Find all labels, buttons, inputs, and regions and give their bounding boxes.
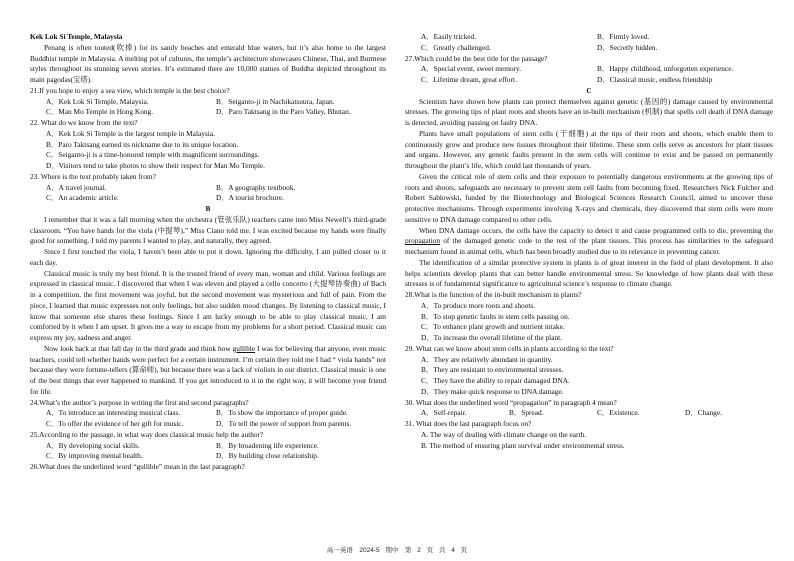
text-segment: of the damaged genetic code to the rest of the plant tissues. This process has similarities to the safeguard mechanism found in animal cells, which has been broadly studied due to its relevance in preventing cancer. <box>405 236 773 256</box>
option-a: A．Special event, sweet memory. <box>421 64 522 74</box>
question-25: 25.According to the passage, in what way does classical music help the author? <box>30 429 264 439</box>
option-d: D．To tell the power of support from parents. <box>216 419 352 428</box>
option-c: C．They have the ability to repair damaged DNA. <box>421 376 570 385</box>
question-29: 29. What can we know about stem cells in plants according to the text? <box>405 343 614 353</box>
passage-a-paragraph: Penang is often touted(吹捧) for its sandy beaches and emerald blue waters, but it’s also home to the largest Buddhist temple in Malaysia. A melting pot of cultures, the temple’s architecture showcases Chinese, Thai, and Burmese styles throughout its stunning seven stories. It’s estimated there are 10,000 statues of Buddha depicted throughout its main pagodas(宝塔). <box>30 42 386 84</box>
question-21-options <box>30 97 386 119</box>
passage-a-title: Kek Lok Si Temple, Malaysia <box>30 32 123 41</box>
option-c: C．To offer the evidence of her gift for music. <box>46 419 184 428</box>
option-c: C．An academic article. <box>46 193 119 203</box>
right-column <box>405 32 773 451</box>
question-27-options <box>405 64 773 86</box>
left-column <box>30 32 386 473</box>
option-a: A．To introduce an interesting musical class. <box>46 408 181 418</box>
option-b: B. The method of ensuring plant survival under environmental stress. <box>421 440 625 450</box>
passage-b-paragraph-1: I remember that it was a fall morning when the orchestra (管弦乐队) teachers came into Miss Newell’s third-grade classroom. “You have hands for the viola (中提琴),” Miss Ciano told me. I was excited because my hands were finally good for something. I told my parents I wanted to play, and naturally, they agreed. <box>30 214 386 246</box>
question-25-options <box>30 441 386 463</box>
question-31: 31. What does the last paragraph focus on? <box>405 419 532 428</box>
passage-c-paragraph-3: Given the critical role of stem cells and their exposure to potentially dangerous environments at the growing tips of roots and shoots, safeguards are necessary to prevent stem cell faults from becoming fixed. Researchers Nick Fulcher and Robert Sablowski, funded by the Biotechnology and Biological Sciences Research Council, aimed to uncover these protective mechanisms. Through experiments involving X-rays and chemicals, they discovered that stem cells were more sensitive to DNA damage compared to other cells. <box>405 171 773 224</box>
option-b: B．They are resistant to environmental stresses. <box>421 365 564 375</box>
passage-c-paragraph-1: Scientists have shown how plants can protect themselves against genetic (基因的) damage caused by environmental stresses. The growing tips of plant roots and shoots have an in-built mechanism (机制) that spells cell death if DNA damage is detected, avoiding passing on faulty DNA. <box>405 96 773 127</box>
option-d: D．Change. <box>685 408 722 418</box>
option-c: C．Seiganto-ji is a time-honored temple with magnificent surroundings. <box>46 150 260 160</box>
question-29-options <box>405 355 773 398</box>
question-23-options <box>30 183 386 205</box>
option-c: C．By improving mental health. <box>46 451 143 461</box>
option-d: D．Paro Taktsang in the Paro Valley, Bhutan. <box>216 107 351 117</box>
underlined-word-propagation: propagation <box>405 236 441 246</box>
option-c: C．Man Mo Temple in Hong Kong. <box>46 107 154 117</box>
option-a: A．To produce more roots and shoots. <box>421 300 536 310</box>
question-31-options <box>405 430 773 452</box>
question-26-options <box>405 32 773 54</box>
text-segment: Now look back at that fall day in the third grade and think how <box>43 343 233 353</box>
question-22-options <box>30 129 386 172</box>
question-30: 30. What does the underlined word “propagation” in paragraph 4 mean? <box>405 397 617 407</box>
passage-c-paragraph-5: The identification of a similar protective system in plants is of great interest in the field of plant development. It also helps scientists develop plants that can better handle environmental stress. So knowledge of how plants deal with these stresses is of fundamental significance to agricultural science’s response to climate change. <box>405 257 773 289</box>
question-30-options <box>405 408 773 419</box>
question-26: 26.What does the underlined word “gullible” mean in the last paragraph? <box>30 462 245 471</box>
option-a: A. The way of dealing with climate change on the earth. <box>421 429 587 439</box>
question-28-options <box>405 301 773 344</box>
option-a: A．Kek Lok Si Temple, Malaysia. <box>46 96 149 106</box>
option-c: C．To enhance plant growth and nutrient intake. <box>421 322 565 332</box>
option-c: C．Existence. <box>597 408 640 418</box>
option-d: D．They make quick response to DNA damage. <box>421 386 564 396</box>
question-21: 21.If you hope to enjoy a sea view, which temple is the best choice? <box>30 85 230 95</box>
option-d: D．A tourist brochure. <box>216 193 284 203</box>
passage-b-paragraph-2: Since I first touched the viola, I haven’t been able to put it down. Ignoring the difficulty, I am pulled closer to it each day. <box>30 247 386 267</box>
option-b: B．Paro Taktsang earned its nickname due to its unique location. <box>46 139 239 149</box>
option-a: A．Self-repair. <box>421 408 467 418</box>
option-d: D．Classical music, endless friendship <box>597 75 713 84</box>
option-a: A．A travel journal. <box>46 182 107 192</box>
option-b: B．Happy childhood, unforgotten experience. <box>597 64 734 74</box>
option-c: C．Lifetime dream, great effort. <box>421 75 517 84</box>
option-d: D．By building close relationship. <box>216 451 319 461</box>
question-28: 28.What is the function of the in-built mechanism in plants? <box>405 290 582 299</box>
passage-b-label: B <box>205 204 211 213</box>
question-23: 23. Where is the text probably taken from? <box>30 171 156 181</box>
option-b: B．A geography textbook. <box>216 182 296 192</box>
passage-c-paragraph-4 <box>405 226 773 258</box>
question-24-options <box>30 408 386 430</box>
question-24: 24.What’s the author’s purpose in writing the first and second paragraphs? <box>30 397 249 407</box>
option-d: D．To increase the overall lifetime of the plant. <box>421 333 563 342</box>
option-a: A．Easily tricked. <box>421 32 477 41</box>
page-footer: 高一英语 2024-5 期中 第 2 页 共 4 页 <box>326 547 468 554</box>
passage-b-paragraph-3: Classical music is truly my best friend. It is the trusted friend of every man, woman and child. Various feelings are expressed in classical music. I discovered that when I was eleven and played a cello concerto (大提琴协奏曲) of Bach in a competition, the first movement was joyful, but the second movement was mysterious and full of pain. From the piece, I learned that music expresses not only feelings, but also sudden mood changes. By listening to classical music, I know that someone else shares these feelings. Since I am lucky enough to be able to play classical music, I am comforted by it when I am upset. It gives me a way to escape from my problems for a short period. Classical music can express my joy, sadness and anger. <box>30 268 386 342</box>
option-d: D．Visitors tend to take photos to show their respect for Man Mo Temple. <box>46 161 265 170</box>
text-segment: When DNA damage occurs, the cells have the capacity to detect it and cause programmed cells to die, preventing the <box>418 225 773 235</box>
option-d: D．Secretly hidden. <box>597 42 658 52</box>
option-b: B．Seiganto-ji in Nachikatsuura, Japan. <box>216 96 335 106</box>
option-a: A．Kek Lok Si Temple is the largest temple in Malaysia. <box>46 128 215 138</box>
option-b: B．By broadening life experience. <box>216 440 319 450</box>
option-a: A．They are relatively abundant in quantity. <box>421 354 553 364</box>
question-27: 27.Which could be the best title for the passage? <box>405 53 548 63</box>
option-c: C．Greatly challenged. <box>421 42 491 52</box>
underlined-word-gullible: gullible <box>232 343 256 353</box>
passage-b-paragraph-4 <box>30 344 386 398</box>
option-b: B．To stop genetic faults in stem cells passing on. <box>421 311 570 321</box>
text-segment: I was for believing that anyone, even music teachers, could tell whether hands were perfect for a certain instrument. I’m certain they told me I had “ viola hands” not because they were fortune-tellers (算命师), but because there was a lack of violists in our district. Classical music is one of the best things that ever happened to mankind. If you get introduced to it in the right way, it will become your friend for life. <box>30 343 387 396</box>
option-b: B．Firmly loved. <box>597 32 650 41</box>
passage-c-paragraph-2: Plants have small populations of stem cells (干细胞) at the tips of their roots and shoots, which enable them to continuously grow and produce new tissues throughout their lifetime. These stem cells serve as ancestors for plant tissues and organs. However, any genetic faults present in the stem cells will continue to exist and be passed on permanently throughout the plant’s life, which could last thousands of years. <box>405 128 773 170</box>
option-b: B．Spread. <box>509 408 544 418</box>
option-a: A．By developing social skills. <box>46 440 140 450</box>
passage-c-label: C <box>586 85 592 95</box>
question-22: 22. What do we know from the text? <box>30 118 138 127</box>
option-b: B．To show the importance of proper guide. <box>216 408 348 418</box>
